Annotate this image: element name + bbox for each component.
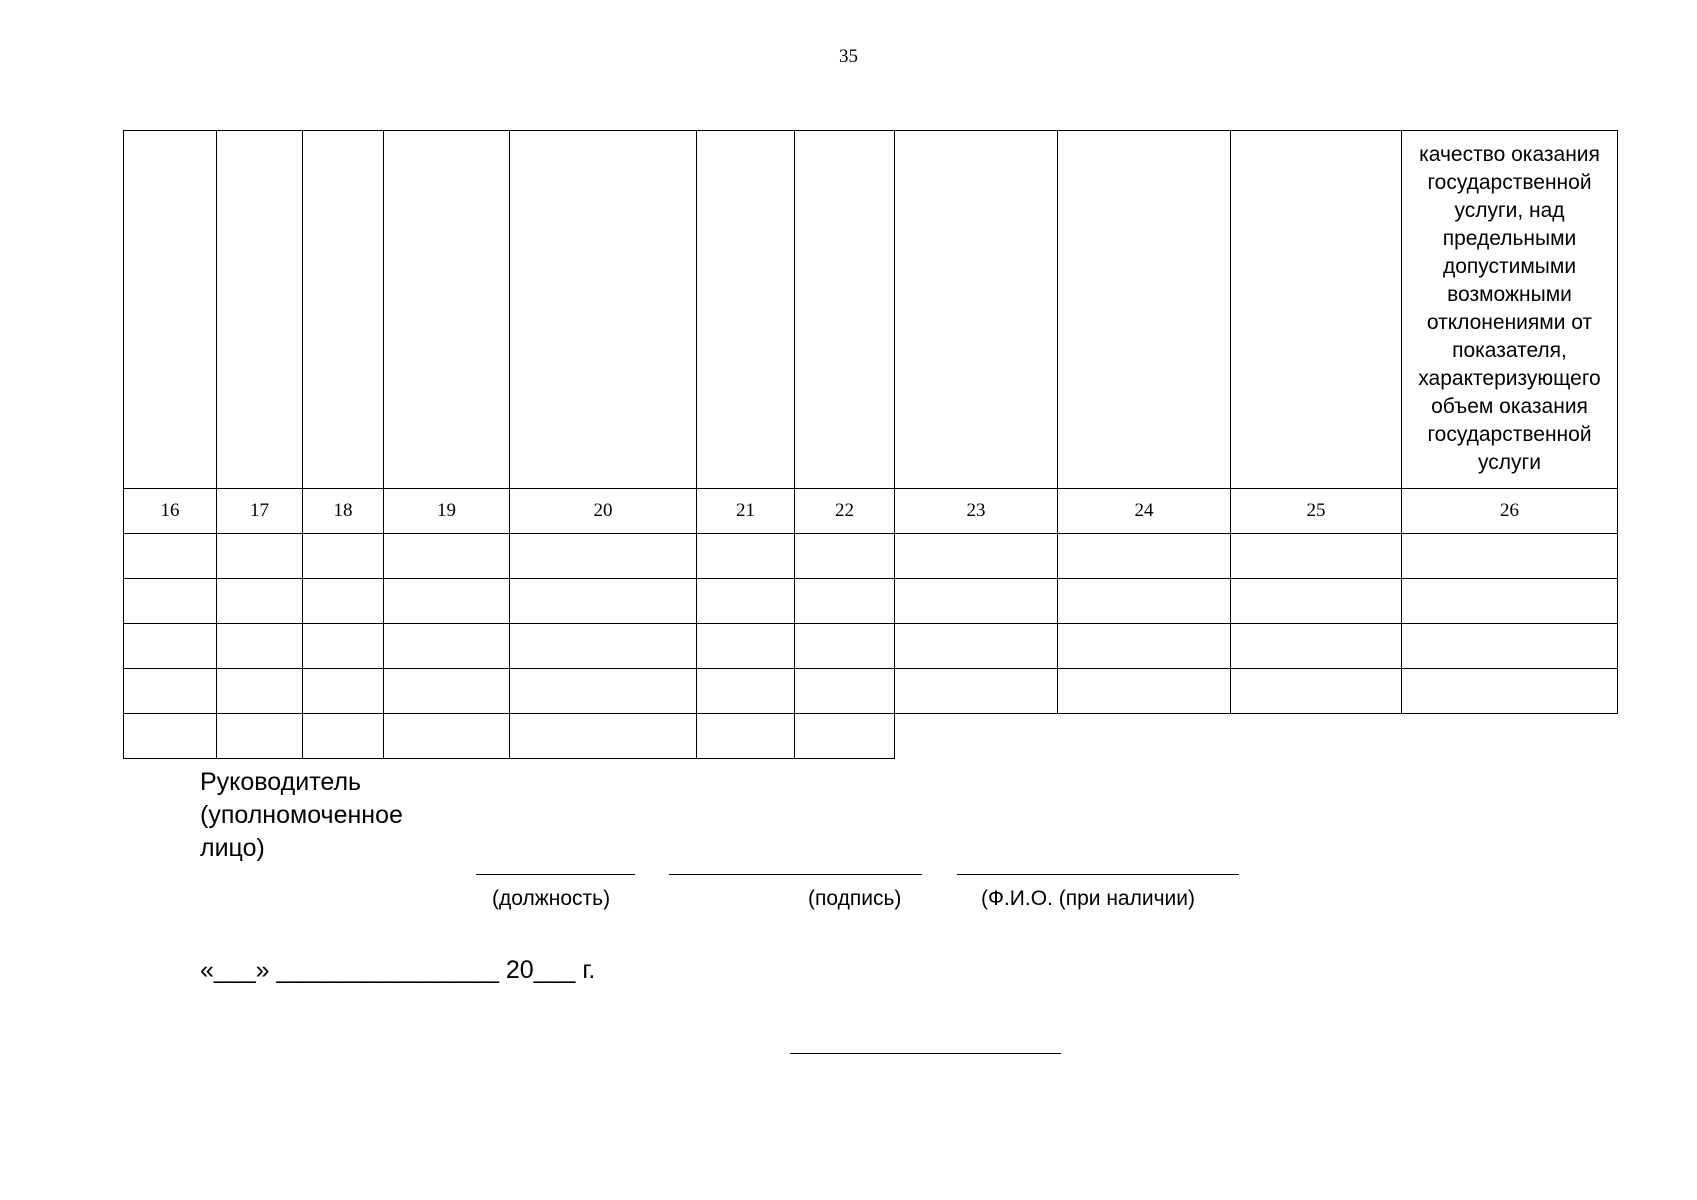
empty-cell[interactable]: [697, 714, 795, 759]
empty-cell[interactable]: [217, 534, 303, 579]
empty-cell[interactable]: [795, 669, 895, 714]
signature-caption: (подпись): [808, 887, 902, 910]
position-caption: (должность): [492, 887, 611, 910]
empty-cell[interactable]: [1231, 534, 1402, 579]
header-cell: [1058, 131, 1231, 489]
empty-cell[interactable]: [510, 534, 697, 579]
column-number: 26: [1402, 489, 1618, 534]
empty-cell[interactable]: [1058, 534, 1231, 579]
header-cell: [124, 131, 217, 489]
empty-cell[interactable]: [217, 714, 303, 759]
column-number: 17: [217, 489, 303, 534]
empty-cell[interactable]: [1402, 624, 1618, 669]
separator-line: [790, 1053, 1061, 1054]
name-line[interactable]: [957, 874, 1239, 875]
empty-cell[interactable]: [384, 624, 510, 669]
empty-cell[interactable]: [510, 624, 697, 669]
empty-cell[interactable]: [303, 624, 384, 669]
header-cell: [697, 131, 795, 489]
page-number: 35: [839, 46, 858, 67]
empty-cell[interactable]: [303, 714, 384, 759]
empty-cell[interactable]: [124, 624, 217, 669]
empty-cell[interactable]: [217, 624, 303, 669]
column-number: 25: [1231, 489, 1402, 534]
column-numbers-row: [124, 489, 1618, 534]
column-number: 23: [895, 489, 1058, 534]
signature-line[interactable]: [669, 874, 922, 875]
column-number: 16: [124, 489, 217, 534]
table-row: [124, 714, 1618, 759]
empty-cell[interactable]: [697, 579, 795, 624]
empty-cell[interactable]: [510, 669, 697, 714]
header-cell: [384, 131, 510, 489]
empty-cell[interactable]: [795, 579, 895, 624]
empty-cell[interactable]: [795, 534, 895, 579]
empty-cell[interactable]: [1231, 624, 1402, 669]
empty-cell[interactable]: [795, 624, 895, 669]
blank-area: [1058, 714, 1231, 759]
empty-cell[interactable]: [124, 669, 217, 714]
column-number: 21: [697, 489, 795, 534]
empty-cell[interactable]: [895, 669, 1058, 714]
table-row: [124, 534, 1618, 579]
empty-cell[interactable]: [124, 714, 217, 759]
column-number: 18: [303, 489, 384, 534]
signatory-title: Руководитель (уполномоченное лицо): [200, 768, 403, 862]
table-row: [124, 624, 1618, 669]
empty-cell[interactable]: [384, 534, 510, 579]
column-number: 22: [795, 489, 895, 534]
table-row: [124, 579, 1618, 624]
empty-cell[interactable]: [510, 579, 697, 624]
name-caption: (Ф.И.О. (при наличии): [981, 887, 1195, 910]
empty-cell[interactable]: [1402, 534, 1618, 579]
report-table: [123, 130, 1618, 759]
empty-cell[interactable]: [895, 534, 1058, 579]
header-cell: [217, 131, 303, 489]
empty-cell[interactable]: [697, 534, 795, 579]
column-number: 19: [384, 489, 510, 534]
empty-cell[interactable]: [217, 669, 303, 714]
column-number: 24: [1058, 489, 1231, 534]
empty-cell[interactable]: [384, 714, 510, 759]
empty-cell[interactable]: [1058, 624, 1231, 669]
empty-cell[interactable]: [303, 534, 384, 579]
table-header-row: [124, 131, 1618, 489]
header-cell: [510, 131, 697, 489]
empty-cell[interactable]: [303, 579, 384, 624]
empty-cell[interactable]: [895, 579, 1058, 624]
empty-cell[interactable]: [1402, 579, 1618, 624]
empty-cell[interactable]: [510, 714, 697, 759]
header-cell-26: [1402, 131, 1618, 489]
empty-cell[interactable]: [1402, 669, 1618, 714]
empty-cell[interactable]: [124, 534, 217, 579]
header-cell: [303, 131, 384, 489]
date-line: «___» ________________ 20___ г.: [200, 956, 596, 984]
empty-cell[interactable]: [303, 669, 384, 714]
position-line[interactable]: [476, 874, 635, 875]
column-number: 20: [510, 489, 697, 534]
empty-cell[interactable]: [1058, 579, 1231, 624]
blank-area: [1231, 714, 1402, 759]
empty-cell[interactable]: [1231, 579, 1402, 624]
table-row: [124, 669, 1618, 714]
blank-area: [895, 714, 1058, 759]
empty-cell[interactable]: [795, 714, 895, 759]
empty-cell[interactable]: [1231, 669, 1402, 714]
empty-cell[interactable]: [1058, 669, 1231, 714]
empty-cell[interactable]: [384, 579, 510, 624]
header-cell: [895, 131, 1058, 489]
empty-cell[interactable]: [384, 669, 510, 714]
column-26-header: качество оказания государственной услуги, над предельными допустимыми возможными отклонениями от показателя, характеризующего объем оказания государственной услуги: [1418, 143, 1601, 474]
empty-cell[interactable]: [217, 579, 303, 624]
header-cell: [795, 131, 895, 489]
empty-cell[interactable]: [697, 669, 795, 714]
empty-cell[interactable]: [895, 624, 1058, 669]
blank-area: [1402, 714, 1618, 759]
empty-cell[interactable]: [124, 579, 217, 624]
empty-cell[interactable]: [697, 624, 795, 669]
header-cell: [1231, 131, 1402, 489]
